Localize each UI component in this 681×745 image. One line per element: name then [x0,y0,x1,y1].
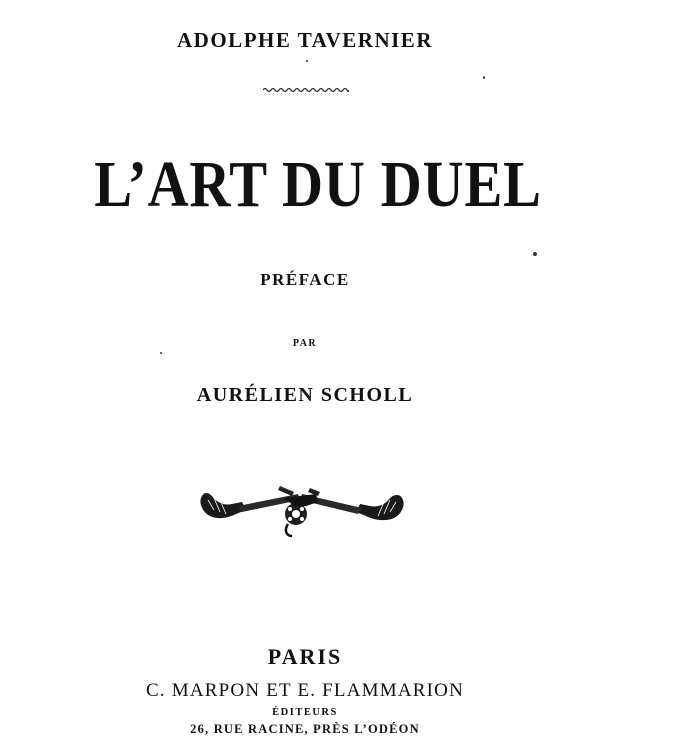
author-name: ADOLPHE TAVERNIER [177,28,433,52]
scan-speck [533,252,537,256]
scan-speck [306,60,308,62]
crossed-pistols-icon [198,476,406,538]
scan-speck [160,352,162,354]
preface-label: PRÉFACE [260,270,350,289]
wavy-rule-icon [263,86,349,94]
by-label: PAR [292,338,318,349]
imprint-city: PARIS [267,644,343,669]
scan-speck [483,76,485,79]
preface-author-name: AURÉLIEN SCHOLL [196,384,414,406]
imprint-publisher: C. MARPON ET E. FLAMMARION [146,680,464,701]
book-title: L’ART DU DUEL [94,148,542,221]
imprint-address: 26, RUE RACINE, PRÈS L’ODÉON [190,722,420,736]
imprint-role: ÉDITEURS [272,707,338,718]
